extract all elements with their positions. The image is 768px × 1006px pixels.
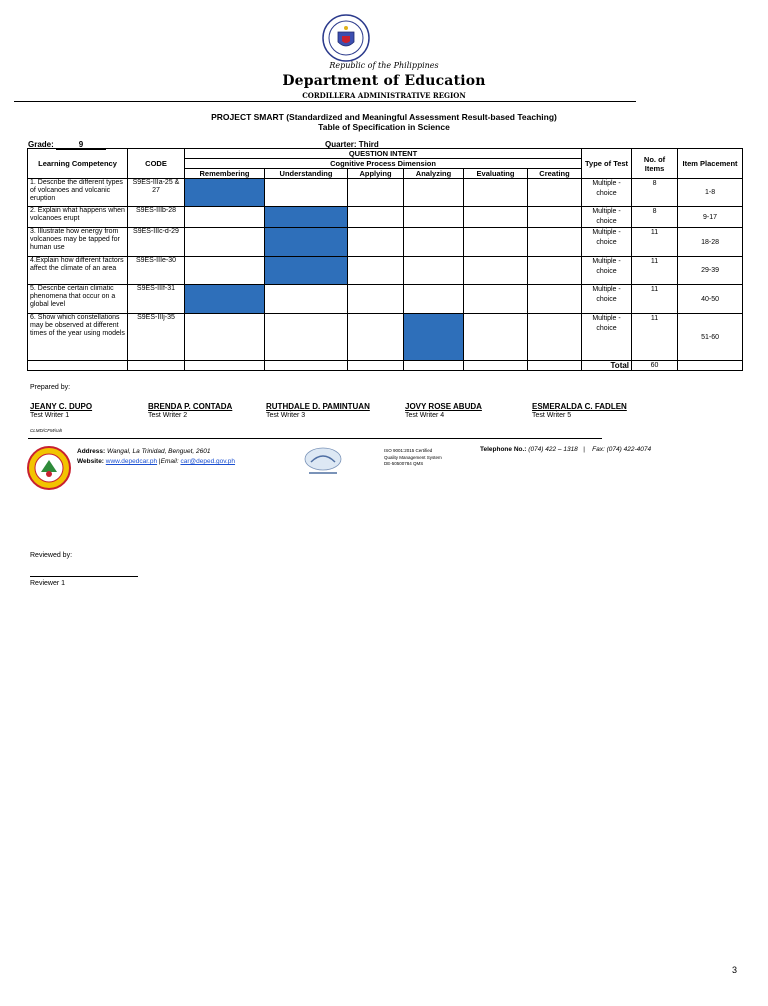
iso-line: DE-50500784 QMS: [384, 461, 424, 466]
item-placement-cell: 9-17: [678, 207, 743, 228]
level-header: Evaluating: [464, 169, 528, 179]
level-header: Analyzing: [404, 169, 464, 179]
total-label: Total: [582, 361, 632, 371]
code-cell: S9ES-IIIb-28: [128, 207, 185, 228]
item-placement-cell: 29-39: [678, 257, 743, 285]
intent-marker-cell: [185, 179, 265, 207]
header-divider: [14, 101, 636, 102]
reviewer-name: Reviewer 1: [30, 580, 66, 587]
items-count-cell: 11: [632, 285, 678, 314]
iso-certification: [384, 448, 442, 468]
project-title: PROJECT SMART (Standardized and Meaningful Assessment Result-based Teaching): [211, 112, 557, 122]
intent-cell: [348, 257, 404, 285]
intent-cell: [528, 257, 582, 285]
test-type-cell: Multiple - choice: [582, 179, 632, 207]
writer-role: Test Writer 2: [148, 412, 188, 419]
competency-cell: 1. Describe the different types of volcanoes and volcanic eruption: [28, 179, 128, 207]
intent-cell: [185, 257, 265, 285]
test-type-cell: Multiple - choice: [582, 228, 632, 257]
project-subtitle: Table of Specification in Science: [318, 122, 450, 132]
test-type-cell: Multiple - choice: [582, 285, 632, 314]
intent-cell: [348, 285, 404, 314]
writer-block: [266, 402, 370, 419]
table-row: [28, 228, 743, 257]
grade-label: Grade:: [28, 140, 54, 149]
intent-cell: [464, 228, 528, 257]
intent-marker-cell: [404, 314, 464, 361]
address-value: Wangal, La Trinidad, Benguet, 2601: [107, 448, 211, 455]
items-count-cell: 11: [632, 314, 678, 361]
item-placement-cell: 40-50: [678, 285, 743, 314]
intent-cell: [185, 228, 265, 257]
code-cell: S9ES-IIIc-d-29: [128, 228, 185, 257]
competency-cell: 3. Illustrate how energy from volcanoes may be tapped for human use: [28, 228, 128, 257]
writer-role: Test Writer 1: [30, 412, 70, 419]
level-header: Understanding: [265, 169, 348, 179]
writer-block: [405, 402, 482, 419]
code-cell: S9ES-IIIe-30: [128, 257, 185, 285]
footer-divider: [28, 438, 602, 439]
writer-block: [148, 402, 232, 419]
intent-cell: [464, 179, 528, 207]
tqg-certification-logo-icon: [303, 446, 343, 476]
page-number: 3: [732, 965, 738, 975]
writer-name: ESMERALDA C. FADLEN: [532, 402, 627, 411]
competency-cell: 2. Explain what happens when volcanoes erupt: [28, 207, 128, 228]
intent-cell: [464, 257, 528, 285]
col-type-of-test: Type of Test: [582, 149, 632, 179]
intent-marker-cell: [265, 228, 348, 257]
intent-cell: [185, 314, 265, 361]
republic-label: Republic of the Philippines: [329, 61, 439, 70]
competency-cell: 4.Explain how different factors affect the climate of an area: [28, 257, 128, 285]
intent-cell: [528, 285, 582, 314]
email-label: Email:: [160, 458, 179, 465]
item-placement-cell: 1-8: [678, 179, 743, 207]
intent-cell: [404, 285, 464, 314]
reviewed-by-label: Reviewed by:: [30, 552, 73, 559]
contact-separator: |: [583, 446, 585, 453]
writer-name: JOVY ROSE ABUDA: [405, 402, 482, 411]
intent-cell: [348, 207, 404, 228]
iso-line: Quality Management System: [384, 454, 442, 460]
prepared-by-label: Prepared by:: [30, 384, 71, 391]
cognitive-dimension-header: Cognitive Process Dimension: [185, 159, 582, 169]
code-cell: S9ES-IIIf-31: [128, 285, 185, 314]
col-code: CODE: [128, 149, 185, 179]
reviewer-signature-line: [30, 576, 138, 577]
address-label: Address:: [77, 448, 106, 455]
intent-cell: [265, 179, 348, 207]
intent-cell: [404, 207, 464, 228]
table-row: [28, 257, 743, 285]
fax-label: Fax:: [592, 446, 605, 453]
col-item-placement: Item Placement: [678, 149, 743, 179]
intent-marker-cell: [185, 285, 265, 314]
intent-marker-cell: [265, 207, 348, 228]
test-type-cell: Multiple - choice: [582, 257, 632, 285]
item-placement-cell: 51-60: [678, 314, 743, 361]
deped-seal-icon: [322, 14, 370, 62]
telephone-value: (074) 422 – 1318: [528, 446, 578, 453]
region-label: CORDILLERA ADMINISTRATIVE REGION: [302, 91, 466, 100]
intent-cell: [185, 207, 265, 228]
items-count-cell: 11: [632, 257, 678, 285]
intent-cell: [404, 179, 464, 207]
iso-line: ISO 9001:2015 Certified: [384, 448, 433, 453]
level-header: Applying: [348, 169, 404, 179]
writer-block: [30, 402, 92, 419]
website-label: Website:: [77, 458, 104, 465]
writer-name: JEANY C. DUPO: [30, 402, 93, 411]
intent-cell: [464, 207, 528, 228]
intent-cell: [464, 285, 528, 314]
table-row: [28, 285, 743, 314]
intent-cell: [265, 285, 348, 314]
writer-name: RUTHDALE D. PAMINTUAN: [266, 402, 370, 411]
writer-name: BRENDA P. CONTADA: [148, 402, 233, 411]
total-value: 60: [632, 361, 678, 371]
writer-block: [532, 402, 627, 419]
table-row: [28, 207, 743, 228]
project-heading: [0, 112, 768, 132]
item-placement-cell: 18-28: [678, 228, 743, 257]
intent-cell: [464, 314, 528, 361]
code-cell: S9ES-IIIa-25 & 27: [128, 179, 185, 207]
quarter-label: Quarter:: [325, 140, 357, 149]
test-type-cell: Multiple - choice: [582, 207, 632, 228]
writer-role: Test Writer 5: [532, 412, 572, 419]
level-header: Remembering: [185, 169, 265, 179]
fax-value: (074) 422-4074: [606, 446, 652, 453]
telephone-label: Telephone No.:: [480, 446, 527, 453]
contact-numbers: [480, 446, 651, 453]
regional-seal-icon: [27, 446, 71, 490]
items-count-cell: 8: [632, 207, 678, 228]
grade-value: 9: [56, 140, 106, 150]
clmd-code: CLMD/CFM/sah: [30, 428, 63, 433]
writer-role: Test Writer 3: [266, 412, 306, 419]
items-count-cell: 11: [632, 228, 678, 257]
intent-cell: [348, 228, 404, 257]
level-header: Creating: [528, 169, 582, 179]
test-type-cell: Multiple - choice: [582, 314, 632, 361]
items-count-cell: 8: [632, 179, 678, 207]
intent-cell: [528, 179, 582, 207]
address-block: Address: Wangal, La Trinidad, Benguet, 2601 Website: www.depedcar.ph |Email: car@deped.gov.ph: [77, 448, 236, 465]
question-intent-header: QUESTION INTENT: [185, 149, 582, 159]
specification-table: [27, 148, 743, 371]
col-learning-competency: Learning Competency: [28, 149, 128, 179]
col-no-items: No. of Items: [632, 149, 678, 179]
table-row: [28, 179, 743, 207]
intent-cell: [528, 314, 582, 361]
intent-cell: [265, 314, 348, 361]
email-link[interactable]: car@deped.gov.ph: [180, 458, 236, 465]
quarter-value: Third: [358, 140, 379, 149]
department-title: Department of Education: [282, 73, 486, 89]
intent-cell: [348, 314, 404, 361]
intent-cell: [528, 228, 582, 257]
intent-cell: [404, 257, 464, 285]
competency-cell: 6. Show which constellations may be observed at different times of the year using models: [28, 314, 128, 361]
intent-cell: [348, 179, 404, 207]
writer-role: Test Writer 4: [405, 412, 445, 419]
table-row: [28, 314, 743, 361]
intent-cell: [404, 228, 464, 257]
intent-cell: [528, 207, 582, 228]
competency-cell: 5. Describe certain climatic phenomena that occur on a global level: [28, 285, 128, 314]
code-cell: S9ES-IIIj-35: [128, 314, 185, 361]
intent-marker-cell: [265, 257, 348, 285]
website-link[interactable]: www.depedcar.ph: [105, 458, 158, 465]
